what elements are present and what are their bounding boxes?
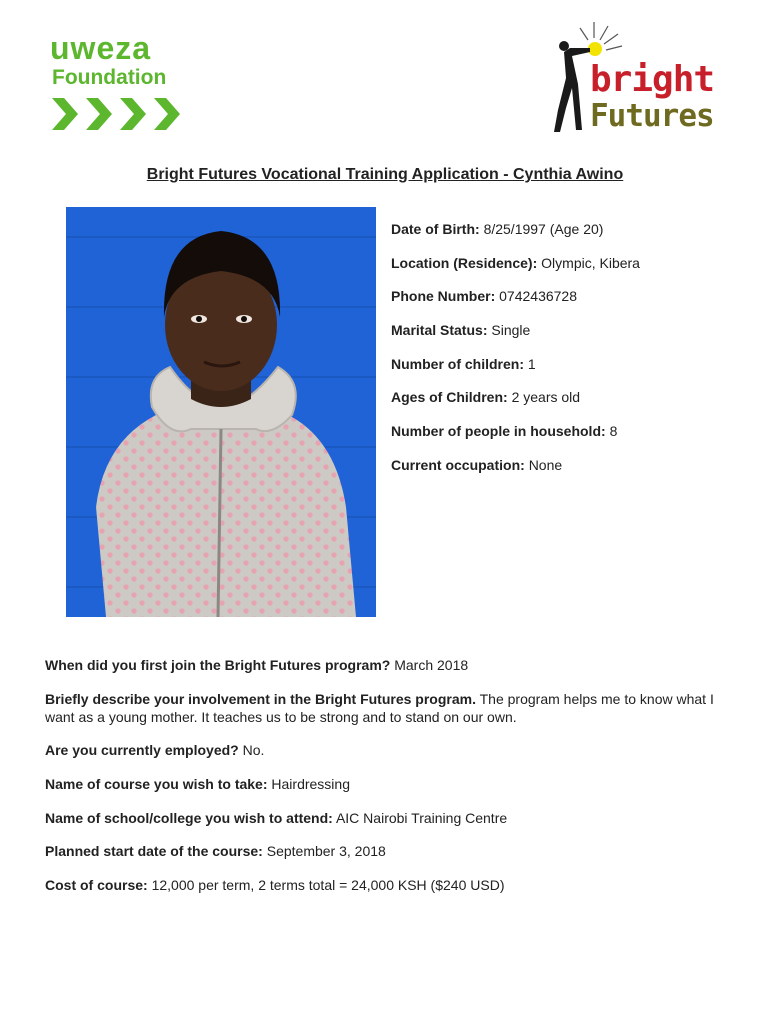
question-answer: Hairdressing [271,776,350,793]
detail-label: Current occupation [391,456,521,473]
question-answer: The program helps me to know what I want as a young mother. It teaches us to be strong and to stand on our own. [45,690,714,725]
question-school: Name of school/college you wish to attend: AIC Nairobi Training Centre [45,809,508,826]
question-label: When did you first join the Bright Futures program? [45,657,391,673]
page-title: Bright Futures Vocational Training Application - Cynthia Awino [146,166,624,183]
question-join-date [45,656,735,674]
double-chevron-right-icon [50,94,190,134]
detail-number-of-children: Number of children: 1 [391,355,536,372]
detail-label: Location (Residence) [391,254,533,271]
applicant-photo [66,207,376,617]
question-involvement [45,690,735,726]
detail-value: 8 [609,423,618,440]
question-label: Name of school/college you wish to attend [45,809,329,826]
application-questions [45,656,735,910]
question-employment [45,741,735,759]
question-answer: No. [242,742,265,759]
detail-household-size: Number of people in household: 8 [391,423,618,440]
question-label: Planned start date of the course [45,843,259,860]
question-course: Name of course you wish to take: Hairdressing [45,776,350,793]
question-answer: March 2018 [394,657,469,673]
detail-value: Olympic, Kibera [541,254,640,271]
bright-logo-word: bright [590,59,715,100]
question-label: Are you currently employed? [45,742,239,759]
detail-ages-of-children: Ages of Children: 2 years old [391,389,581,406]
uweza-logo-sub: Foundation [52,66,167,89]
detail-value: 1 [527,355,536,372]
detail-value: 2 years old [511,389,581,406]
detail-value: 0742436728 [499,288,578,305]
detail-label: Phone Number [391,288,491,305]
question-label: Name of course you wish to take [45,776,263,793]
detail-date-of-birth: Date of Birth: 8/25/1997 (Age 20) [391,221,604,237]
futures-logo-word: Futures [590,98,714,134]
detail-marital-status: Marital Status: Single [391,322,531,339]
detail-current-occupation: Current occupation: None [391,456,563,473]
question-cost: Cost of course: 12,000 per term, 2 terms total = 24,000 KSH ($240 USD) [45,877,505,894]
question-answer: AIC Nairobi Training Centre [335,809,508,826]
uweza-foundation-logo [50,32,190,142]
detail-location: Location (Residence): Olympic, Kibera [391,254,640,271]
question-label: Briefly describe your involvement in the Bright Futures program. [45,690,476,707]
detail-phone-number: Phone Number: 0742436728 [391,288,578,305]
detail-value: None [528,456,563,473]
detail-value: 8/25/1997 (Age 20) [483,221,604,237]
detail-label: Number of children [391,355,520,372]
question-start-date: Planned start date of the course: September 3, 2018 [45,843,386,860]
bright-futures-logo [550,18,715,140]
detail-value: Single [491,322,531,339]
detail-label: Date of Birth [391,221,475,237]
detail-label: Number of people in household [391,423,601,440]
detail-label: Ages of Children [391,389,504,406]
uweza-logo-word: uweza [50,30,152,66]
detail-label: Marital Status [391,322,483,339]
applicant-details [391,219,751,489]
question-label: Cost of course [45,877,144,894]
question-answer: September 3, 2018 [266,843,386,860]
question-answer: 12,000 per term, 2 terms total = 24,000 KSH ($240 USD) [151,877,505,894]
